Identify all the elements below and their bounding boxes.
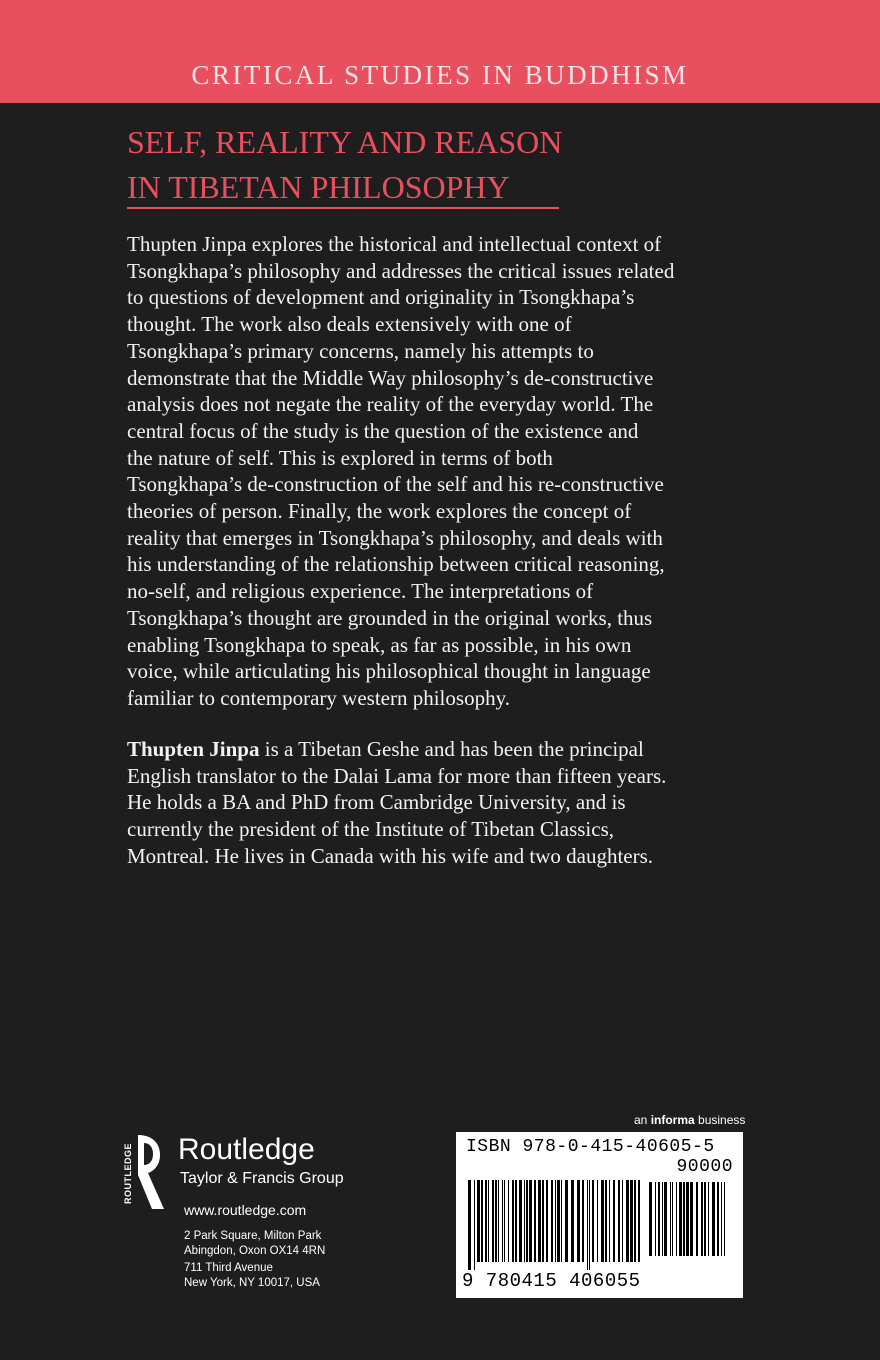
barcode-bar	[724, 1182, 725, 1256]
barcode-bar	[587, 1180, 588, 1270]
bio-line: English translator to the Dalai Lama for more than fifteen years.	[127, 763, 667, 788]
barcode-bar	[708, 1182, 709, 1256]
barcode-bar	[658, 1182, 660, 1256]
barcode-bar	[626, 1180, 629, 1262]
barcode-bar	[605, 1180, 607, 1262]
barcode-bar	[546, 1180, 548, 1262]
blurb-line: to questions of development and originality in Tsongkhapa’s	[127, 285, 635, 310]
barcode-bar	[592, 1180, 594, 1262]
barcode-bar	[551, 1180, 553, 1262]
barcode-bar	[504, 1180, 505, 1262]
barcode-bar	[655, 1182, 656, 1256]
barcode-bar	[717, 1182, 719, 1256]
barcode-bar	[481, 1180, 483, 1262]
blurb-line: demonstrate that the Middle Way philosophy’s de-constructive	[127, 365, 654, 390]
barcode-bar	[492, 1180, 494, 1262]
address-line: 711 Third Avenue	[184, 1262, 273, 1274]
barcode-bar	[502, 1180, 503, 1262]
address-uk	[184, 1229, 325, 1259]
title-line-1: SELF, REALITY AND REASON	[127, 124, 563, 160]
barcode-bar	[538, 1180, 541, 1262]
blurb-line: Tsongkhapa’s philosophy and addresses the critical issues related	[127, 258, 675, 283]
ean-barcode	[468, 1180, 646, 1270]
blurb-line: Tsongkhapa’s thought are grounded in the original works, thus	[127, 605, 653, 630]
book-title	[127, 120, 687, 210]
barcode-bar	[542, 1180, 544, 1262]
barcode-bar	[485, 1180, 487, 1262]
blurb-line: Tsongkhapa’s de-construction of the self and his re-constructive	[127, 472, 664, 497]
barcode-bar	[477, 1180, 480, 1262]
address-line: 2 Park Square, Milton Park	[184, 1230, 322, 1242]
bio-line: He holds a BA and PhD from Cambridge University, and is	[127, 790, 626, 815]
barcode-bar	[630, 1180, 633, 1262]
blurb-line: theories of person. Finally, the work explores the concept of	[127, 499, 632, 524]
blurb-line: voice, while articulating his philosophical thought in language	[127, 659, 651, 684]
barcode-bar	[662, 1182, 663, 1256]
informa-prefix: an	[634, 1113, 651, 1127]
address-line: New York, NY 10017, USA	[184, 1277, 320, 1289]
barcode-bar	[534, 1180, 536, 1262]
bio-line	[127, 736, 759, 763]
barcode-bar	[649, 1182, 652, 1256]
informa-suffix: business	[694, 1113, 746, 1127]
barcode-bar	[601, 1180, 604, 1262]
barcode-bar	[696, 1182, 698, 1256]
barcode-bar	[683, 1182, 685, 1256]
publisher-website: www.routledge.com	[184, 1202, 307, 1218]
blurb-line: analysis does not negate the reality of the everyday world. The	[127, 392, 654, 417]
barcode-bar	[670, 1182, 671, 1256]
blurb-line: enabling Tsongkhapa to speak, as far as possible, in his own	[127, 632, 632, 657]
barcode-bar	[664, 1182, 667, 1256]
title-line-2: IN TIBETAN PHILOSOPHY	[127, 169, 510, 205]
publisher-block	[120, 1125, 440, 1325]
blurb-line: familiar to contemporary western philosophy.	[127, 685, 510, 710]
barcode-panel	[456, 1132, 743, 1298]
book-description	[127, 231, 759, 712]
barcode-bar	[519, 1180, 522, 1262]
barcode-bar	[676, 1182, 677, 1256]
title-underline	[127, 207, 559, 209]
price-code: 90000	[676, 1157, 733, 1177]
bio-line: currently the president of the Institute of Tibetan Classics,	[127, 817, 614, 842]
publisher-group: Taylor & Francis Group	[180, 1170, 344, 1187]
barcode-bar	[634, 1180, 636, 1262]
barcode-bar	[609, 1180, 610, 1262]
barcode-bar	[704, 1182, 706, 1256]
barcode-bar	[672, 1182, 673, 1256]
barcode-bar	[690, 1182, 693, 1256]
informa-tagline	[634, 1113, 745, 1127]
blurb-line: Thupten Jinpa explores the historical and intellectual context of	[127, 232, 662, 256]
barcode-bar	[488, 1180, 489, 1262]
barcode-bar	[597, 1180, 598, 1262]
barcode-bar	[524, 1180, 525, 1262]
barcode-bar	[638, 1180, 640, 1262]
barcode-bar	[589, 1180, 590, 1270]
barcode-bar	[712, 1182, 715, 1256]
blurb-line: his understanding of the relationship between critical reasoning,	[127, 552, 665, 577]
barcode-bar	[721, 1182, 722, 1256]
barcode-bar	[515, 1180, 517, 1262]
barcode-bar	[571, 1180, 574, 1262]
blurb-line: reality that emerges in Tsongkhapa’s philosophy, and deals with	[127, 525, 663, 550]
barcode-bar	[565, 1180, 568, 1262]
barcode-bar	[686, 1182, 689, 1256]
barcode-bar	[555, 1180, 556, 1262]
barcode-bar	[622, 1180, 623, 1262]
barcode-bar	[618, 1180, 620, 1262]
barcode-bar	[526, 1180, 528, 1262]
barcode-bar	[582, 1180, 584, 1262]
isbn-text: ISBN 978-0-415-40605-5	[466, 1137, 715, 1157]
barcode-bar	[679, 1182, 682, 1256]
barcode-bar	[557, 1180, 560, 1262]
addon-barcode	[649, 1182, 731, 1264]
blurb-line: the nature of self. This is explored in terms of both	[127, 445, 553, 470]
ean-digits: 9 780415 406055	[462, 1270, 641, 1292]
series-title: CRITICAL STUDIES IN BUDDHISM	[191, 60, 689, 90]
barcode-bar	[529, 1180, 532, 1262]
barcode-bar	[577, 1180, 580, 1262]
barcode-bar	[512, 1180, 514, 1262]
barcode-bar	[495, 1180, 497, 1262]
publisher-name: Routledge	[178, 1133, 315, 1166]
blurb-line: central focus of the study is the question of the existence and	[127, 418, 639, 443]
routledge-vertical-text: ROUTLEDGE	[123, 1143, 133, 1205]
barcode-bar	[701, 1182, 703, 1256]
author-bio	[127, 736, 759, 870]
blurb-line: Tsongkhapa’s primary concerns, namely his attempts to	[127, 338, 594, 363]
blurb-line: no-self, and religious experience. The interpretations of	[127, 579, 594, 604]
barcode-bar	[561, 1180, 562, 1262]
bio-line: Montreal. He lives in Canada with his wife and two daughters.	[127, 843, 654, 868]
barcode-bar	[498, 1180, 499, 1262]
barcode-bar	[474, 1180, 475, 1270]
author-name: Thupten Jinpa	[127, 737, 260, 761]
informa-bold: informa	[650, 1113, 695, 1127]
address-line: Abingdon, Oxon OX14 4RN	[184, 1245, 326, 1257]
bio-first-line-rest: is a Tibetan Geshe and has been the principal	[259, 737, 644, 761]
barcode-bar	[468, 1180, 471, 1270]
blurb-line: thought. The work also deals extensively with one of	[127, 312, 572, 337]
barcode-bar	[508, 1180, 509, 1262]
address-us	[184, 1261, 320, 1291]
barcode-bar	[613, 1180, 615, 1262]
